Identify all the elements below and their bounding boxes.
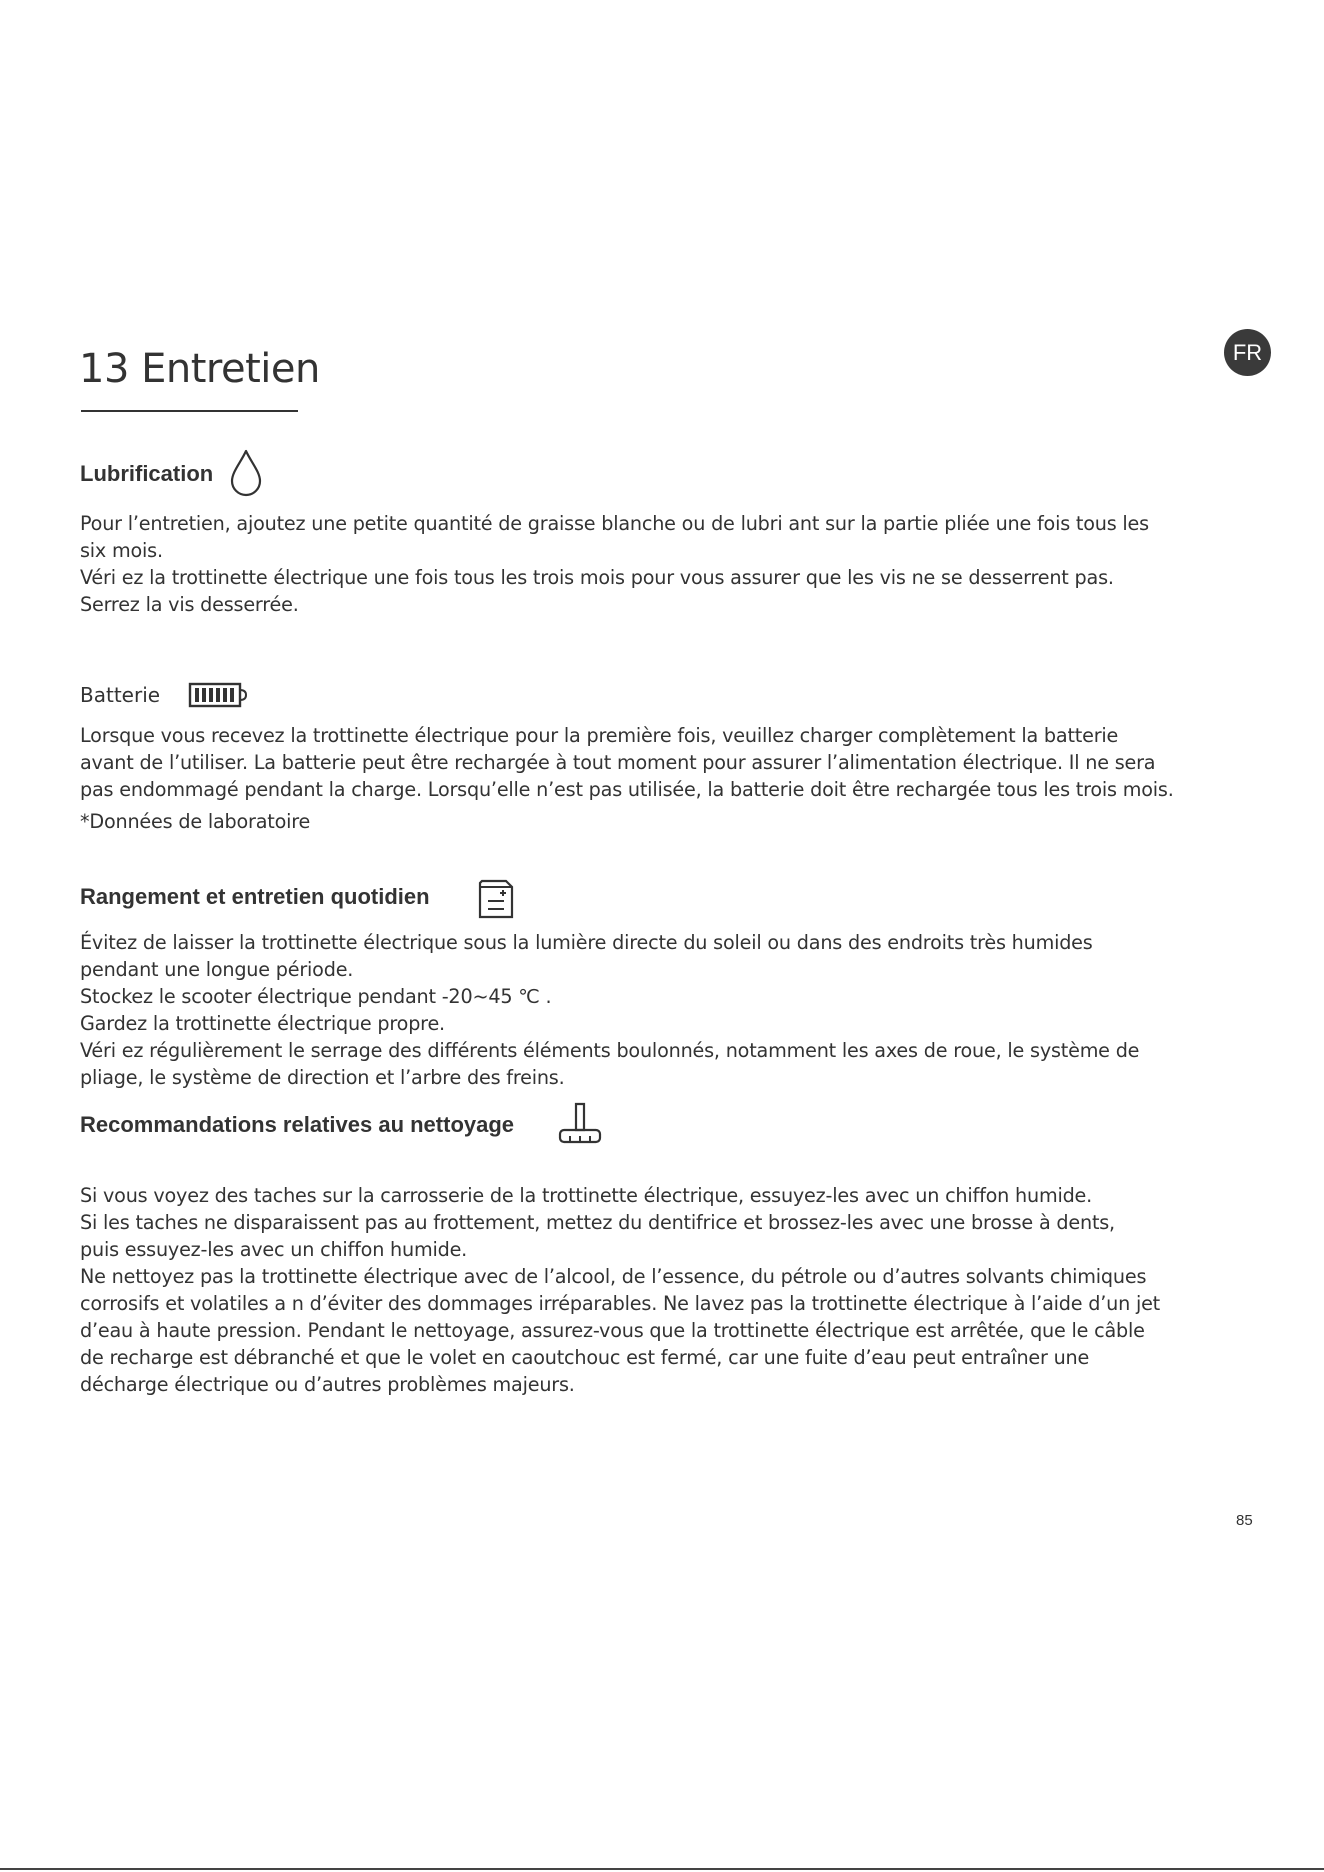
body-line: pendant une longue période. <box>80 958 354 981</box>
body-line: Pour l’entretien, ajoutez une petite quantité de graisse blanche ou de lubri ant sur la partie pliée une fois tous les <box>80 512 1149 535</box>
body-line: d’eau à haute pression. Pendant le nettoyage, assurez-vous que la trottinette électrique est arrêtée, que le câble <box>80 1319 1145 1342</box>
section-title: Batterie <box>80 683 161 707</box>
body-line: Véri ez régulièrement le serrage des différents éléments boulonnés, notamment les axes de roue, le système de <box>80 1039 1140 1062</box>
body-line: Serrez la vis desserrée. <box>80 593 299 616</box>
body-line: Si les taches ne disparaissent pas au frottement, mettez du dentifrice et brossez-les avec une brosse à dents, <box>80 1211 1115 1234</box>
body-line: Stockez le scooter électrique pendant -20~45 ℃ . <box>80 985 552 1008</box>
section-body-batterie <box>80 722 1260 803</box>
section-body-lubrification <box>80 510 1260 618</box>
section-heading-batterie <box>80 682 248 708</box>
chapter-title-underline <box>81 410 298 412</box>
body-line: décharge électrique ou d’autres problèmes majeurs. <box>80 1373 575 1396</box>
body-line: Gardez la trottinette électrique propre. <box>80 1012 445 1035</box>
body-line: avant de l’utiliser. La batterie peut être rechargée à tout moment pour assurer l’alimentation électrique. Il ne sera <box>80 751 1156 774</box>
body-line: six mois. <box>80 539 163 562</box>
section-title: Rangement et entretien quotidien <box>80 884 430 909</box>
section-heading-nettoyage <box>80 1102 604 1148</box>
storage-box-icon <box>476 873 516 921</box>
body-line: Ne nettoyez pas la trottinette électrique avec de l’alcool, de l’essence, du pétrole ou d’autres solvants chimiques <box>80 1265 1147 1288</box>
section-heading-lubrification <box>80 448 263 500</box>
body-line: pliage, le système de direction et l’arbre des freins. <box>80 1066 565 1089</box>
body-line: corrosifs et volatiles a n d’éviter des dommages irréparables. Ne lavez pas la trottinette électrique à l’aide d’un jet <box>80 1292 1161 1315</box>
footer-rule <box>0 1868 1324 1870</box>
section-title: Lubrification <box>80 461 214 486</box>
section-body-rangement <box>80 929 1260 1091</box>
body-line: puis essuyez-les avec un chiffon humide. <box>80 1238 468 1261</box>
language-badge: FR <box>1224 329 1271 376</box>
body-line: pas endommagé pendant la charge. Lorsqu’elle n’est pas utilisée, la batterie doit être rechargée tous les trois mois. <box>80 778 1174 801</box>
droplet-icon <box>229 448 263 500</box>
section-heading-rangement <box>80 873 516 921</box>
battery-icon <box>188 682 248 708</box>
section-body-nettoyage <box>80 1182 1260 1398</box>
body-line: de recharge est débranché et que le volet en caoutchouc est fermé, car une fuite d’eau peut entraîner une <box>80 1346 1090 1369</box>
body-line: Véri ez la trottinette électrique une fois tous les trois mois pour vous assurer que les vis ne se desserrent pas. <box>80 566 1114 589</box>
chapter-title: 13 Entretien <box>79 346 320 392</box>
page-number: 85 <box>1236 1512 1253 1529</box>
body-line: Si vous voyez des taches sur la carrosserie de la trottinette électrique, essuyez-les avec un chiffon humide. <box>80 1184 1093 1207</box>
body-line: Lorsque vous recevez la trottinette électrique pour la première fois, veuillez charger complètement la batterie <box>80 724 1119 747</box>
body-line: Évitez de laisser la trottinette électrique sous la lumière directe du soleil ou dans des endroits très humides <box>80 931 1093 954</box>
section-title: Recommandations relatives au nettoyage <box>80 1112 515 1137</box>
lab-data-note: *Données de laboratoire <box>80 810 311 833</box>
cleaning-brush-icon <box>556 1102 604 1148</box>
